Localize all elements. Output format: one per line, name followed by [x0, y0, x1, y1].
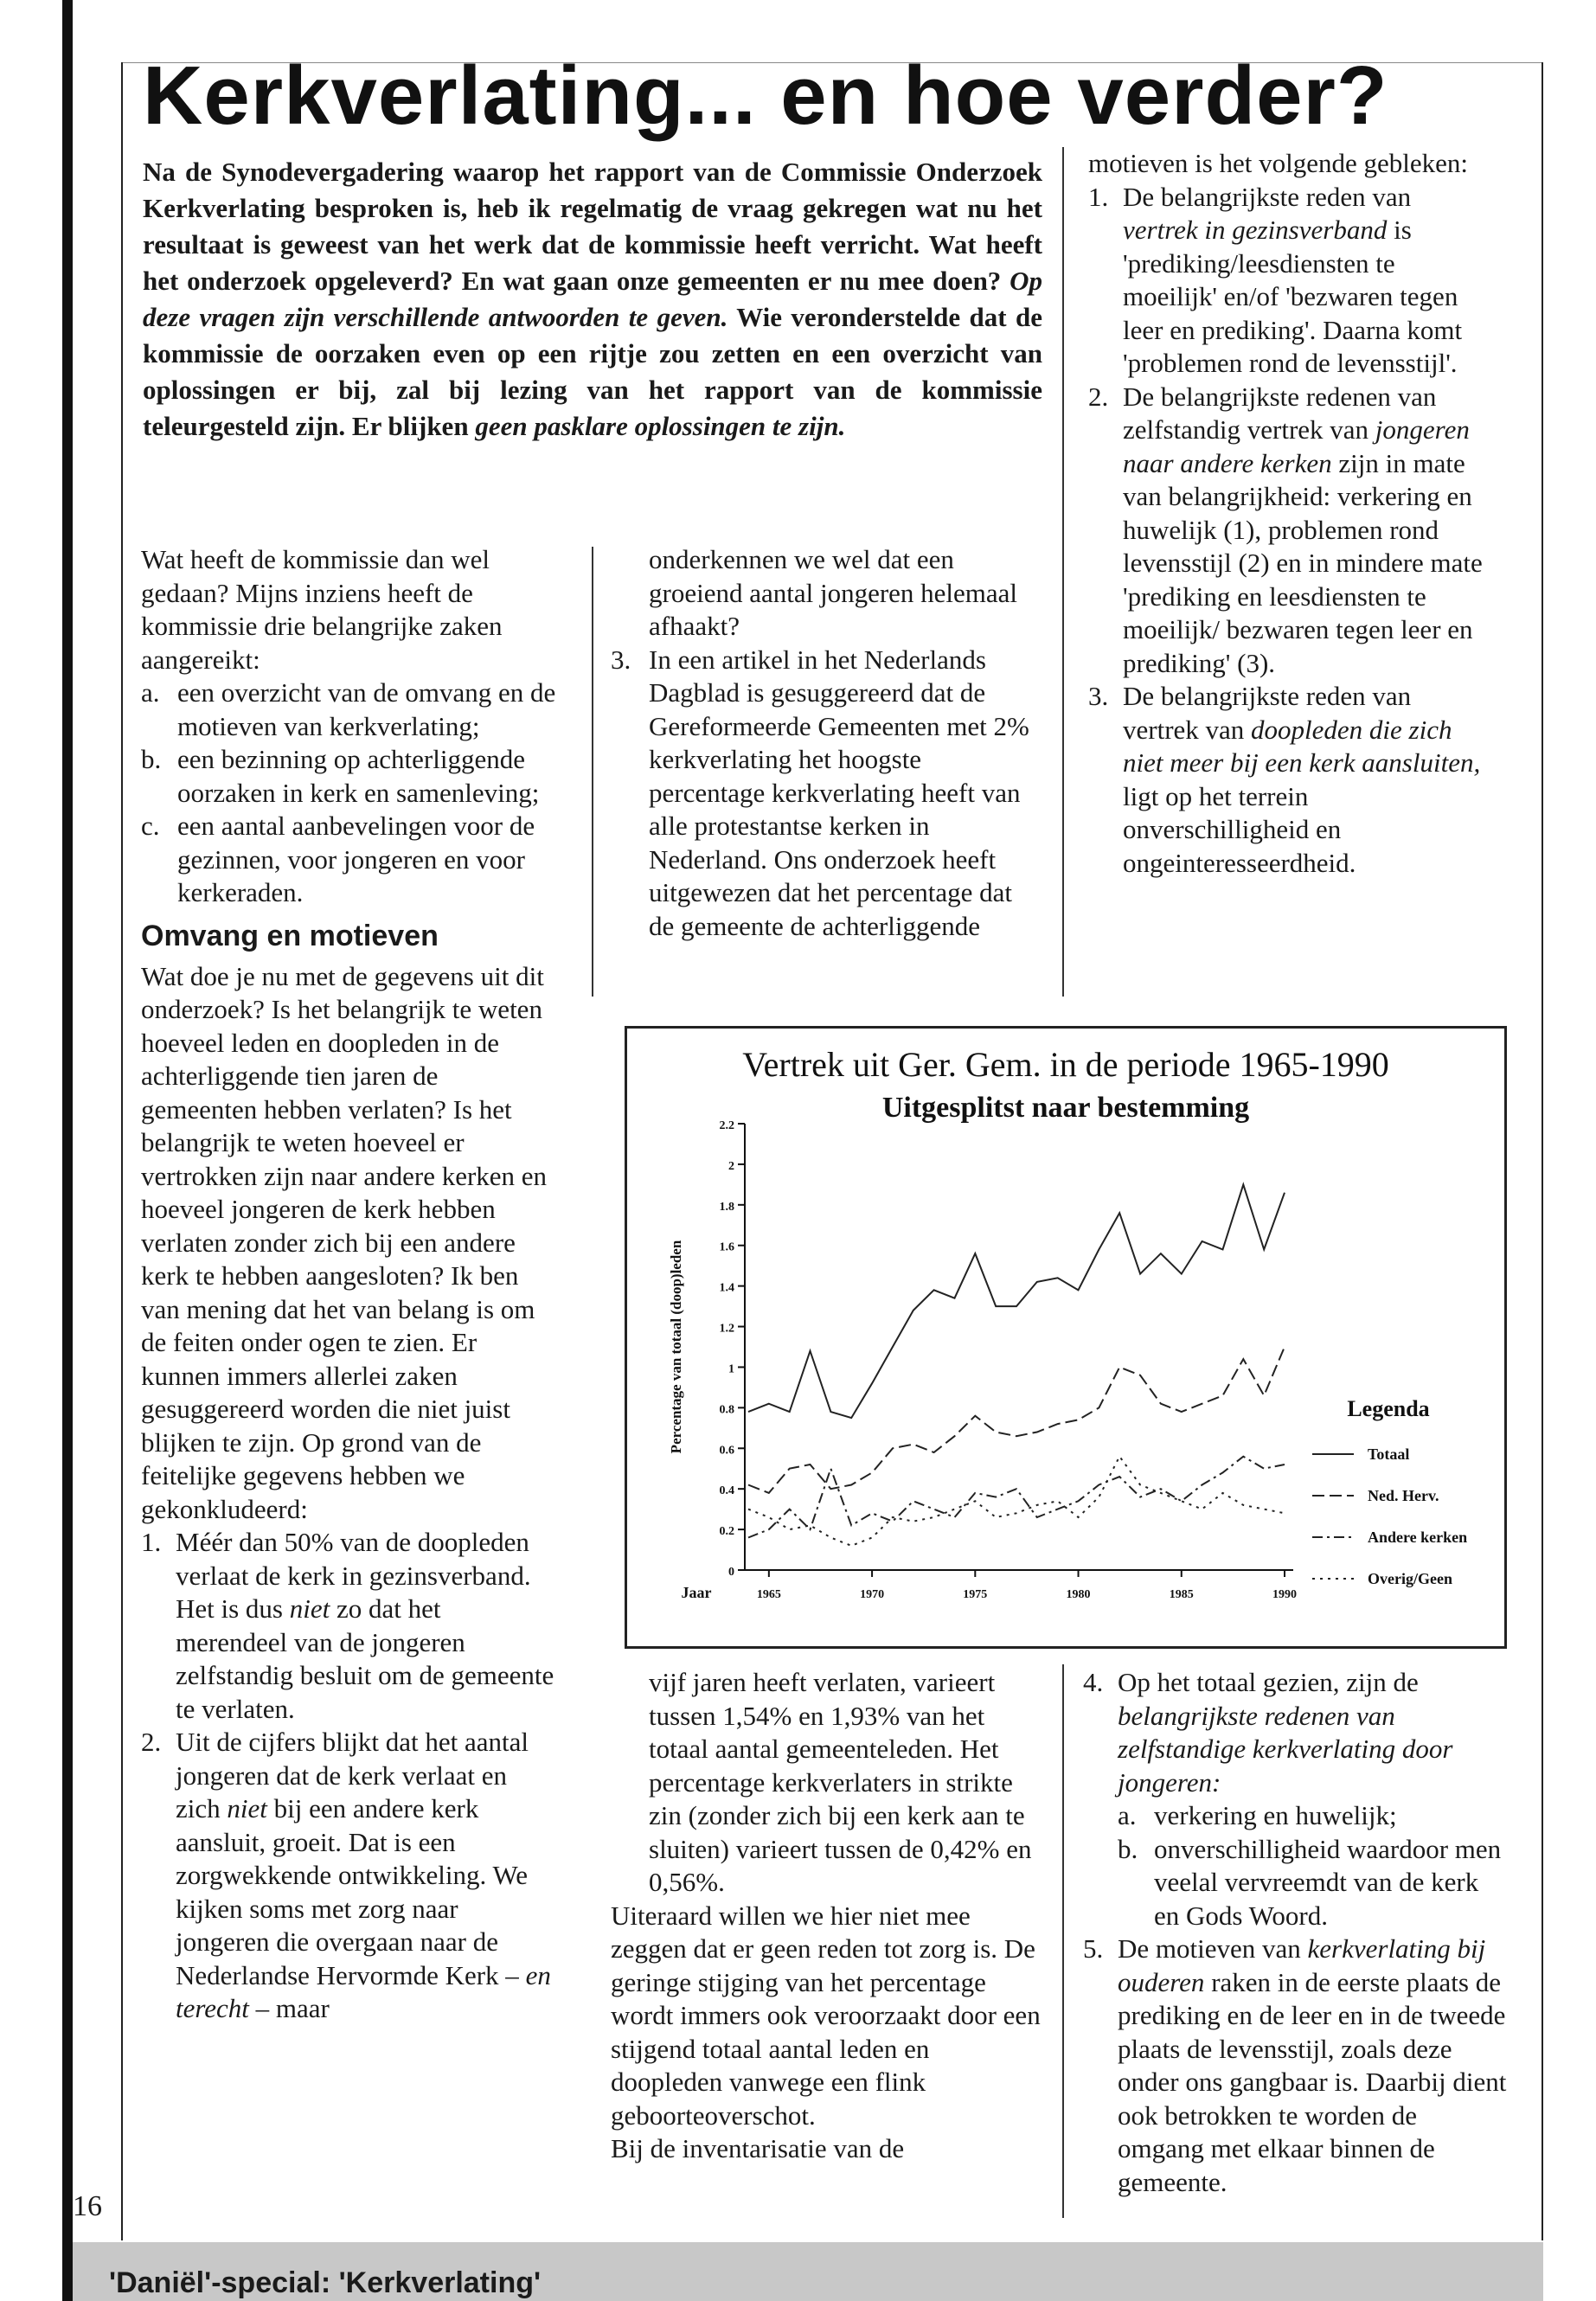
- col3-sublist: [1118, 1799, 1507, 1932]
- list-item: 2. De belangrijkste redenen van zelfstandig vertrek van jongeren naar andere kerken zijn in mate van belangrijkheid: verkering en huwelijk (1), problemen rond levensstijl (2) en in mindere mate 'prediking en leesdiensten te moeilijk/ bezwaren tegen leer en prediking' (3).: [1088, 381, 1483, 678]
- x-tick-label: 1975: [963, 1588, 988, 1601]
- x-tick-label: 1980: [1066, 1588, 1091, 1601]
- left-margin-bar: [62, 0, 73, 2301]
- series-line: [748, 1457, 1285, 1538]
- series-line: [748, 1347, 1285, 1493]
- col1-intro: Wat heeft de kommissie dan wel gedaan? Mijns inziens heeft de kommissie drie belangrijke zaken aangereikt:: [141, 544, 503, 675]
- frame-left-rule: [121, 62, 123, 2240]
- chart-subtitle: Uitgesplitst naar bestemming: [881, 1092, 1250, 1124]
- list-item: 3. In een artikel in het Nederlands Dagblad is gesuggereerd dat de Gereformeerde Gemeenten met 2% kerkverlating het hoogste percentage kerkverlating heeft van alle protestantse kerken in Nederland. Ons onderzoek heeft uitgewezen dat het percentage dat de gemeente de achterliggende: [611, 644, 1029, 941]
- column-3-upper: [1088, 147, 1483, 880]
- list-item: [141, 810, 556, 910]
- y-tick-label: 1.6: [719, 1240, 734, 1254]
- lead-end-italic-text: geen pasklare oplossingen te zijn.: [475, 411, 846, 441]
- series-line: [748, 1184, 1285, 1418]
- list-item: [1118, 1799, 1507, 1833]
- column-2-lower: [611, 1666, 1042, 2166]
- list-marker: b.: [1118, 1833, 1138, 1864]
- list-item: [141, 676, 556, 743]
- list-item: 1. Méér dan 50% van de doopleden verlaat de kerk in gezinsverband. Het is dus niet zo dat het merendeel van de jongeren zelfstandig besluit om de gemeente te verlaten.: [141, 1527, 554, 1724]
- x-tick-label: 1985: [1169, 1588, 1194, 1601]
- chart-title: Vertrek uit Ger. Gem. in de periode 1965-1990: [742, 1045, 1389, 1084]
- list-item: 3. De belangrijkste reden van vertrek van doopleden die zich niet meer bij een kerk aansluiten, ligt op het terrein onverschilligheid en ongeinteresseerdheid.: [1088, 681, 1481, 878]
- lead-bold-text: Na de Synodevergadering waarop het rapport van de Commissie Onderzoek Kerkverlating besproken is, heb ik regelmatig de vraag gekregen wat nu het resultaat is geweest van het werk dat de kommissie heeft verricht. Wat heeft het onderzoek opgeleverd? En wat gaan onze gemeenten er nu mee doen?: [143, 157, 1042, 296]
- list-item: 2. Uit de cijfers blijkt dat het aantal jongeren dat de kerk verlaat en zich niet bij een andere kerk aansluit, groeit. Dat is een zorgwekkende ontwikkeling. We kijken soms met zorg naar jongeren die overgaan naar de Nederlandse Hervormde Kerk – en terecht – maar: [141, 1727, 551, 2023]
- series-line: [748, 1457, 1285, 1546]
- y-tick-label: 1.4: [719, 1281, 734, 1295]
- list-item: 5. De motieven van kerkverlating bij ouderen raken in de eerste plaats de prediking en de leer en in de tweede plaats de levensstijl, zoals deze onder ons gangbaar is. Daarbij dient ook betrokken te worden de omgang met elkaar binnen de gemeente.: [1083, 1933, 1507, 2197]
- list-text: een bezinning op achterliggende oorzaken in kerk en samenleving;: [177, 744, 540, 808]
- y-tick-label: 1: [728, 1362, 734, 1376]
- col2-top: onderkennen we wel dat een groeiend aantal jongeren helemaal afhaakt?: [649, 544, 1018, 641]
- col2-continuation: vijf jaren heeft verlaten, varieert tussen 1,54% en 1,93% van het totaal aantal gemeenteleden. Het percentage kerkverlaters in strikte zin (zonder zich bij een kerk aan te sluiten) varieert tussen de 0,42% en 0,56%.: [649, 1667, 1032, 1897]
- y-tick-label: 0: [728, 1566, 734, 1579]
- column-rule: [592, 547, 593, 997]
- legend-title: Legenda: [1347, 1396, 1430, 1421]
- column-1: [141, 543, 556, 2026]
- subheading: Omvang en motieven: [141, 919, 439, 952]
- list-item: [1118, 1833, 1507, 1933]
- y-tick-label: 0.6: [719, 1444, 734, 1458]
- col3-intro: motieven is het volgende gebleken:: [1088, 148, 1469, 178]
- list-text: een aantal aanbevelingen voor de gezinnen, voor jongeren en voor kerkeraden.: [177, 811, 535, 907]
- col1-paragraph: Wat doe je nu met de gegevens uit dit onderzoek? Is het belangrijk te weten hoeveel leden en doopleden in de achterliggende tien jaren de gemeenten hebben verlaten? Is het belangrijk te weten hoeveel er vertrokken zijn naar andere kerken en hoeveel jongeren de kerk hebben verlaten zonder zich bij een andere kerk te hebben aangesloten? Ik ben van mening dat het van belang is om de feiten onder ogen te zien. Er kunnen immers allerlei zaken gesuggereerd worden die niet juist blijken te zijn. Op grond van de feitelijke gegevens hebben we gekonkludeerd:: [141, 960, 548, 1524]
- x-tick-label: 1970: [860, 1588, 885, 1601]
- list-item: 4. Op het totaal gezien, zijn de belangrijkste redenen van zelfstandige kerkverlating door jongeren: a. verkering en huwelijk; b. onverschilligheid waardoor men veelal vervreemdt van de kerk en Gods Woord.: [1083, 1666, 1507, 1932]
- y-tick-label: 0.8: [719, 1403, 734, 1417]
- footer-text: 'Daniël'-special: 'Kerkverlating': [109, 2266, 542, 2299]
- column-rule: [1062, 1664, 1064, 2218]
- lead-italic-text: Op deze vragen zijn verschillende antwoorden te geven.: [143, 266, 1043, 332]
- y-tick-label: 0.2: [719, 1525, 734, 1539]
- list-item: [141, 743, 556, 810]
- list-text: onverschilligheid waardoor men veelal vervreemdt van de kerk en Gods Woord.: [1154, 1833, 1502, 1931]
- article-title: Kerkverlating... en hoe verder?: [143, 49, 1388, 142]
- line-chart: [627, 1029, 1504, 1646]
- list-text: verkering en huwelijk;: [1154, 1800, 1397, 1830]
- lead-rest-text: Wie veronderstelde dat de kommissie de oorzaken even op een rijtje zou zetten en een overzicht van oplossingen er bij, zal bij lezing van het rapport van de kommissie teleurgesteld zijn. Er blijken: [143, 302, 1042, 441]
- y-tick-label: 0.4: [719, 1484, 734, 1498]
- y-tick-label: 2.2: [719, 1119, 734, 1132]
- col1-list: [141, 676, 556, 910]
- y-tick-label: 1.8: [719, 1200, 734, 1214]
- list-item: 1. De belangrijkste reden van vertrek in gezinsverband is 'prediking/leesdiensten te moeilijk' en/of 'bezwaren tegen leer en prediking'. Daarna komt 'problemen rond de levensstijl'.: [1088, 181, 1463, 378]
- col2-last-line: Bij de inventarisatie van de: [611, 2133, 905, 2163]
- x-tick-label: 1990: [1272, 1588, 1297, 1601]
- frame-right-rule: [1542, 62, 1543, 2240]
- y-tick-label: 2: [728, 1159, 734, 1173]
- x-tick-label: 1965: [756, 1588, 781, 1601]
- y-tick-label: 1.2: [719, 1322, 734, 1336]
- column-2-upper: [611, 543, 1042, 943]
- column-3-lower: [1083, 1666, 1507, 2199]
- column-rule: [1062, 147, 1064, 997]
- legend-label: Totaal: [1368, 1445, 1410, 1463]
- list-text: een overzicht van de omvang en de motieven van kerkverlating;: [177, 677, 556, 741]
- col2-paragraph: Uiteraard willen we hier niet mee zeggen dat er geen reden tot zorg is. De geringe stijging van het percentage wordt immers ook veroorzaakt door een stijgend totaal aantal leden en doopleden vanwege een flink geboorteoverschot.: [611, 1900, 1041, 2131]
- lead-paragraph: [143, 154, 1042, 445]
- list-marker: a.: [1118, 1800, 1137, 1830]
- list-marker: c.: [141, 811, 160, 841]
- chart-box: [625, 1026, 1507, 1649]
- list-marker: a.: [141, 677, 160, 708]
- page-number: 16: [73, 2190, 102, 2222]
- x-axis-label: Jaar: [681, 1584, 712, 1601]
- legend-label: Andere kerken: [1368, 1529, 1468, 1546]
- list-marker: b.: [141, 744, 162, 774]
- y-axis-label: Percentage van totaal (doop)leden: [668, 1240, 684, 1454]
- legend-label: Overig/Geen: [1368, 1570, 1452, 1587]
- legend-label: Ned. Herv.: [1368, 1487, 1439, 1504]
